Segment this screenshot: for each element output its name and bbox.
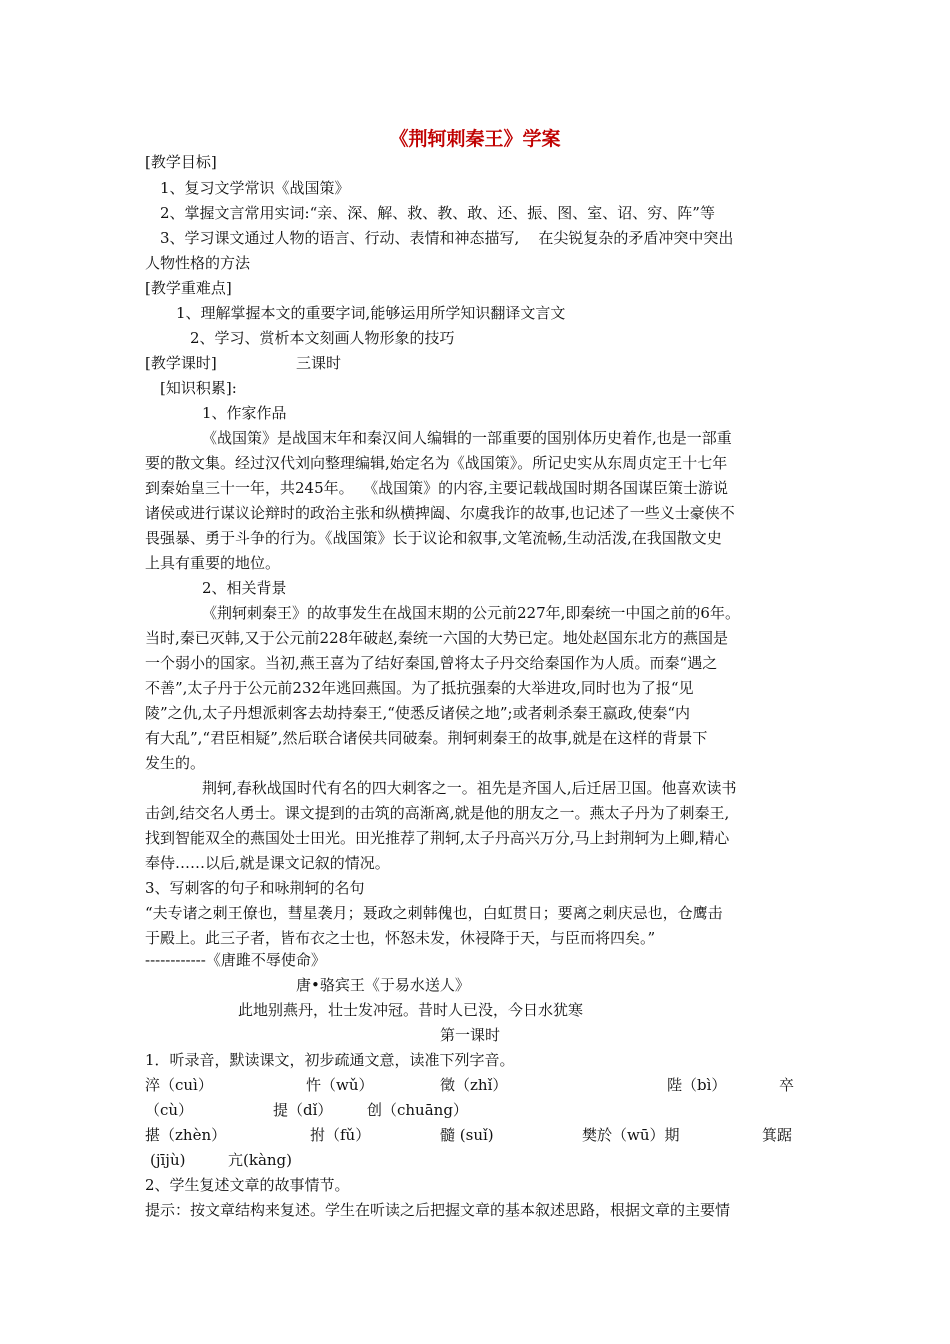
hours-value: 三课时 bbox=[296, 354, 342, 372]
document-title: 《荆轲刺秦王》学案 bbox=[389, 128, 561, 150]
paragraph-line: 发生的。 bbox=[145, 754, 206, 772]
paragraph-line: 一个弱小的国家。当初,燕王喜为了结好秦国,曾将太子丹交给秦国作为人质。而秦“遇之 bbox=[145, 654, 718, 672]
quote-line: 于殿上。此三子者，皆布衣之士也，怀怒未发，休祲降于天，与臣而将四矣。” bbox=[145, 929, 656, 947]
paragraph-line: 击剑,结交名人勇士。课文提到的击筑的高渐离,就是他的朋友之一。燕太子丹为了刺秦王, bbox=[145, 804, 730, 822]
lesson-title: 第一课时 bbox=[440, 1026, 501, 1044]
task-item: 1．听录音，默读课文，初步疏通文意，读准下列字音。 bbox=[145, 1051, 515, 1069]
goal-item: 1、复习文学常识《战国策》 bbox=[160, 179, 350, 197]
pinyin-entry: 亢(kàng) bbox=[228, 1151, 292, 1169]
paragraph-line: 《荆轲刺秦王》的故事发生在战国末期的公元前227年,即秦统一中国之前的6年。 bbox=[202, 604, 740, 622]
key-points-header: [教学重难点] bbox=[145, 279, 232, 297]
poem-author: 唐•骆宾王《于易水送人》 bbox=[296, 976, 470, 994]
key-point-item: 1、理解掌握本文的重要字词,能够运用所学知识翻译文言文 bbox=[176, 304, 566, 322]
pinyin-entry: 髓 (suǐ) bbox=[440, 1126, 494, 1144]
pinyin-entry: （cù） bbox=[145, 1101, 194, 1119]
goals-header: [教学目标] bbox=[145, 153, 217, 171]
quote-line: “夫专诸之刺王僚也，彗星袭月；聂政之刺韩傀也，白虹贯日；要离之刺庆忌也，仓鹰击 bbox=[145, 904, 723, 922]
hint-line: 提示：按文章结构来复述。学生在听读之后把握文章的基本叙述思路，根据文章的主要情 bbox=[145, 1201, 731, 1219]
goal-item: 人物性格的方法 bbox=[145, 254, 251, 272]
section-title: 1、作家作品 bbox=[202, 404, 287, 422]
paragraph-line: 当时,秦已灭韩,又于公元前228年破赵,秦统一六国的大势已定。地处赵国东北方的燕国是 bbox=[145, 629, 728, 647]
pinyin-entry: 淬（cuì） bbox=[145, 1076, 213, 1094]
paragraph-line: 上具有重要的地位。 bbox=[145, 554, 281, 572]
pinyin-entry: (jījù) bbox=[150, 1151, 186, 1169]
paragraph-line: 畏强暴、勇于斗争的行为。《战国策》长于议论和叙事,文笔流畅,生动活泼,在我国散文史 bbox=[145, 529, 722, 547]
task-item: 2、学生复述文章的故事情节。 bbox=[145, 1176, 350, 1194]
pinyin-entry: 揕（zhèn） bbox=[145, 1126, 227, 1144]
pinyin-entry: 创（chuāng） bbox=[367, 1101, 468, 1119]
pinyin-entry: 提（dǐ） bbox=[273, 1101, 333, 1119]
hours-label: [教学课时] bbox=[145, 354, 217, 372]
pinyin-row bbox=[0, 1125, 950, 1145]
paragraph-line: 到秦始皇三十一年，共245年。 《战国策》的内容,主要记载战国时期各国谋臣策士游说 bbox=[145, 479, 728, 497]
section-title: 2、相关背景 bbox=[202, 579, 287, 597]
poem-text: 此地别燕丹，壮士发冲冠。昔时人已没，今日水犹寒 bbox=[238, 1001, 584, 1019]
pinyin-entry: 卒 bbox=[779, 1076, 795, 1094]
goal-item: 2、掌握文言常用实词:“亲、深、解、救、教、敢、还、振、图、室、诏、穷、阵”等 bbox=[160, 204, 715, 222]
quote-source: ------------《唐雎不辱使命》 bbox=[145, 951, 326, 969]
pinyin-entry: 拊（fǔ） bbox=[310, 1126, 371, 1144]
paragraph-line: 陵”之仇,太子丹想派刺客去劫持秦王,“使悉反诸侯之地”;或者刺杀秦王嬴政,使秦“内 bbox=[145, 704, 691, 722]
paragraph-line: 荆轲,春秋战国时代有名的四大刺客之一。祖先是齐国人,后迁居卫国。他喜欢读书 bbox=[202, 779, 737, 797]
pinyin-entry: 樊於（wū）期 bbox=[582, 1126, 680, 1144]
pinyin-entry: 徵（zhǐ） bbox=[440, 1076, 508, 1094]
pinyin-row bbox=[0, 1100, 950, 1120]
paragraph-line: 诸侯或进行谋议论辩时的政治主张和纵横捭阖、尔虞我诈的故事,也记述了一些义士豪侠不 bbox=[145, 504, 735, 522]
paragraph-line: 奉侍……以后,就是课文记叙的情况。 bbox=[145, 854, 390, 872]
pinyin-entry: 忤（wǔ） bbox=[306, 1076, 374, 1094]
paragraph-line: 有大乱”,“君臣相疑”,然后联合诸侯共同破秦。荆轲刺秦王的故事,就是在这样的背景下 bbox=[145, 729, 708, 747]
pinyin-entry: 陛（bì） bbox=[667, 1076, 727, 1094]
key-point-item: 2、学习、赏析本文刻画人物形象的技巧 bbox=[190, 329, 455, 347]
pinyin-row bbox=[0, 1075, 950, 1095]
pinyin-entry: 箕踞 bbox=[762, 1126, 793, 1144]
paragraph-line: 不善”,太子丹于公元前232年逃回燕国。为了抵抗强秦的大举进攻,同时也为了报“见 bbox=[145, 679, 694, 697]
pinyin-row bbox=[0, 1150, 950, 1170]
paragraph-line: 《战国策》是战国末年和秦汉间人编辑的一部重要的国别体历史着作,也是一部重 bbox=[202, 429, 732, 447]
paragraph-line: 要的散文集。经过汉代刘向整理编辑,始定名为《战国策》。所记史实从东周贞定王十七年 bbox=[145, 454, 728, 472]
paragraph-line: 找到智能双全的燕国处士田光。田光推荐了荆轲,太子丹高兴万分,马上封荆轲为上卿,精心 bbox=[145, 829, 730, 847]
knowledge-header: [知识积累]: bbox=[160, 379, 237, 397]
goal-item: 3、学习课文通过人物的语言、行动、表情和神态描写, 在尖锐复杂的矛盾冲突中突出 bbox=[160, 229, 734, 247]
section-title: 3、写刺客的句子和咏荆轲的名句 bbox=[145, 879, 365, 897]
